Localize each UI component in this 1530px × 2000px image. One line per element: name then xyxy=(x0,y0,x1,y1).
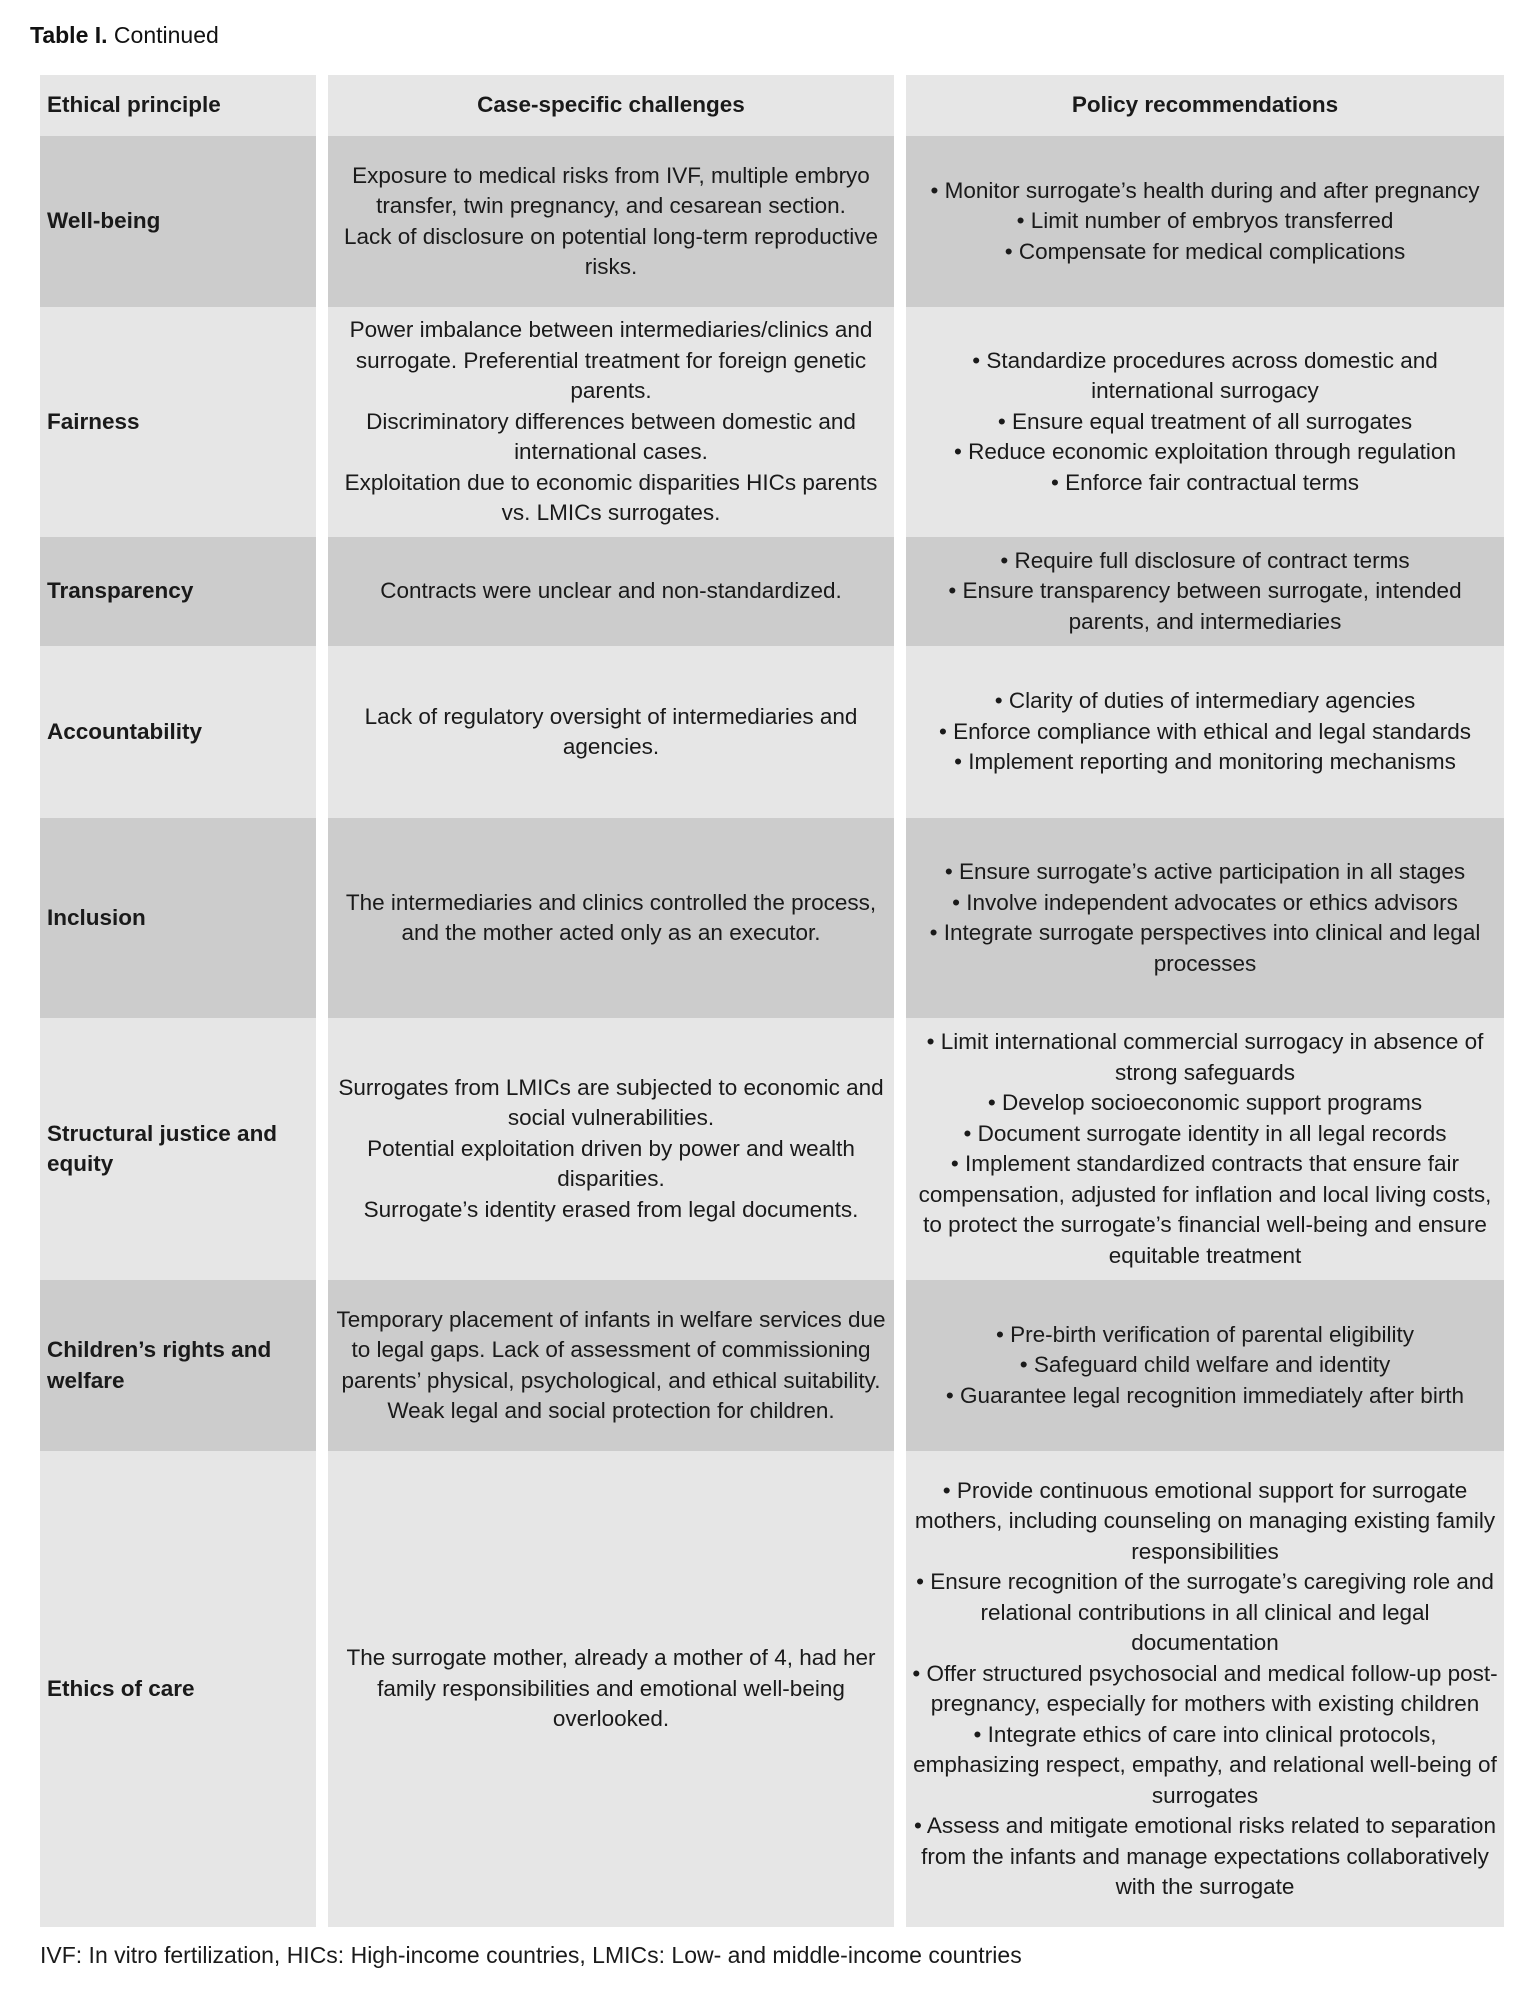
challenge-text: The surrogate mother, already a mother of 4, had her family responsibilities and emotional well-being overlooked. xyxy=(346,1645,876,1732)
recommendation-item: • Ensure recognition of the surrogate’s caregiving role and relational contributions in all clinical and legal documentation xyxy=(916,1569,1494,1655)
recommendation-item: • Standardize procedures across domestic and international surrogacy xyxy=(972,347,1438,404)
challenges-cell xyxy=(328,136,894,307)
recommendation-item: • Compensate for medical complications xyxy=(1004,238,1406,264)
recommendations-cell xyxy=(906,1451,1504,1927)
challenges-cell xyxy=(328,1018,894,1280)
ethical-principle-text: Fairness xyxy=(47,408,140,434)
challenges-cell xyxy=(328,1280,894,1451)
ethical-principle-cell xyxy=(40,818,316,1018)
recommendations-cell xyxy=(906,818,1504,1018)
recommendations-cell xyxy=(906,646,1504,818)
recommendation-item: • Pre-birth verification of parental eligibility xyxy=(995,1321,1415,1347)
recommendations-cell xyxy=(906,136,1504,307)
recommendation-item: • Document surrogate identity in all legal records xyxy=(963,1120,1447,1146)
ethical-principle-text: Ethics of care xyxy=(47,1675,195,1701)
ethical-principle-cell xyxy=(40,646,316,818)
recommendation-item: • Guarantee legal recognition immediately after birth xyxy=(945,1382,1465,1408)
challenge-text: Lack of disclosure on potential long-term reproductive risks. xyxy=(343,223,879,279)
challenge-text: Exposure to medical risks from IVF, multiple embryo transfer, twin pregnancy, and cesarean section. xyxy=(352,162,870,218)
challenge-text: Contracts were unclear and non-standardized. xyxy=(380,578,842,604)
table-row-well-being xyxy=(40,136,1504,307)
ethical-principle-cell xyxy=(40,136,316,307)
ethical-principle-text: Accountability xyxy=(47,718,203,744)
ethics-table xyxy=(40,75,1504,1927)
table-row-structural-justice xyxy=(40,1018,1504,1280)
challenge-text: Potential exploitation driven by power and wealth disparities. xyxy=(367,1135,855,1192)
challenge-text: Surrogates from LMICs are subjected to economic and social vulnerabilities. xyxy=(338,1074,884,1131)
challenge-text: Power imbalance between intermediaries/clinics and surrogate. Preferential treatment for foreign genetic parents. xyxy=(349,317,873,404)
recommendation-item: • Ensure transparency between surrogate, intended parents, and intermediaries xyxy=(948,578,1462,634)
ethical-principle-cell xyxy=(40,307,316,537)
recommendation-item: • Enforce compliance with ethical and legal standards xyxy=(939,718,1471,744)
recommendations-cell xyxy=(906,537,1504,646)
ethical-principle-text: Inclusion xyxy=(47,904,146,930)
challenge-text: Surrogate’s identity erased from legal documents. xyxy=(363,1196,859,1222)
challenge-text: Weak legal and social protection for children. xyxy=(387,1398,835,1423)
recommendation-item: • Require full disclosure of contract terms xyxy=(1000,547,1410,573)
recommendation-item: • Implement reporting and monitoring mechanisms xyxy=(954,749,1456,775)
table-row-accountability xyxy=(40,646,1504,818)
recommendation-item: • Limit international commercial surrogacy in absence of strong safeguards xyxy=(926,1029,1484,1085)
recommendation-item: • Monitor surrogate’s health during and after pregnancy xyxy=(930,177,1480,203)
challenges-cell xyxy=(328,1451,894,1927)
ethical-principle-cell xyxy=(40,1280,316,1451)
recommendation-item: • Provide continuous emotional support for surrogate mothers, including counseling on managing existing family responsibilities xyxy=(914,1477,1496,1564)
ethical-principle-cell xyxy=(40,1018,316,1280)
recommendations-cell xyxy=(906,307,1504,537)
header-policy-recommendations: Policy recommendations xyxy=(906,75,1504,136)
table-footnote: IVF: In vitro fertilization, HICs: High-income countries, LMICs: Low- and middle-income countries xyxy=(40,1942,1022,1968)
table-row-inclusion xyxy=(40,818,1504,1018)
challenge-text: Exploitation due to economic disparities HICs parents vs. LMICs surrogates. xyxy=(344,469,878,526)
recommendation-item: • Involve independent advocates or ethics advisors xyxy=(952,889,1458,915)
challenges-cell xyxy=(328,818,894,1018)
recommendation-item: • Ensure equal treatment of all surrogates xyxy=(997,408,1413,434)
recommendation-item: • Integrate surrogate perspectives into clinical and legal processes xyxy=(929,920,1481,976)
recommendations-cell xyxy=(906,1280,1504,1451)
recommendation-item: • Offer structured psychosocial and medical follow-up post-pregnancy, especially for mothers with existing children xyxy=(912,1660,1498,1716)
header-case-specific-challenges: Case-specific challenges xyxy=(328,75,894,136)
table-caption-text: Continued xyxy=(107,22,219,48)
ethical-principle-text: Structural justice and equity xyxy=(47,1120,278,1176)
ethical-principle-cell xyxy=(40,537,316,646)
recommendation-item: • Develop socioeconomic support programs xyxy=(987,1090,1423,1115)
recommendation-item: • Reduce economic exploitation through regulation xyxy=(954,439,1456,465)
table-label: Table I. xyxy=(30,22,108,48)
table-caption xyxy=(30,20,219,50)
challenge-text: The intermediaries and clinics controlled the process, and the mother acted only as an executor. xyxy=(345,889,877,945)
challenges-cell xyxy=(328,307,894,537)
recommendation-item: • Safeguard child welfare and identity xyxy=(1019,1352,1391,1378)
header-ethical-principle: Ethical principle xyxy=(40,75,316,136)
ethical-principle-text: Well-being xyxy=(47,208,161,234)
challenges-cell xyxy=(328,646,894,818)
table-row-childrens-rights xyxy=(40,1280,1504,1451)
recommendation-item: • Clarity of duties of intermediary agencies xyxy=(994,688,1416,714)
table-row-ethics-of-care xyxy=(40,1451,1504,1927)
recommendation-item: • Implement standardized contracts that ensure fair compensation, adjusted for inflation and local living costs, to protect the surrogate’s financial well-being and ensure equitable treatment xyxy=(918,1151,1492,1268)
ethical-principle-text: Transparency xyxy=(47,578,194,604)
recommendation-item: • Limit number of embryos transferred xyxy=(1016,208,1394,234)
table-body xyxy=(40,136,1504,1927)
ethical-principle-text: Children’s rights and welfare xyxy=(47,1337,272,1393)
recommendations-cell xyxy=(906,1018,1504,1280)
recommendation-item: • Ensure surrogate’s active participation in all stages xyxy=(944,859,1466,884)
table-row-fairness xyxy=(40,307,1504,537)
challenge-text: Temporary placement of infants in welfare services due to legal gaps. Lack of assessment of commissioning parents’ physical, psychological, and ethical suitability. xyxy=(336,1306,886,1393)
recommendation-item: • Enforce fair contractual terms xyxy=(1051,469,1359,495)
challenges-cell xyxy=(328,537,894,646)
challenge-text: Discriminatory differences between domestic and international cases. xyxy=(366,408,856,465)
table-header-row xyxy=(40,75,1504,136)
table-row-transparency xyxy=(40,537,1504,646)
recommendation-item: • Assess and mitigate emotional risks related to separation from the infants and manage expectations collaboratively with the surrogate xyxy=(914,1813,1496,1899)
challenge-text: Lack of regulatory oversight of intermediaries and agencies. xyxy=(364,703,858,759)
ethical-principle-cell xyxy=(40,1451,316,1927)
recommendation-item: • Integrate ethics of care into clinical protocols, emphasizing respect, empathy, and relational well-being of surrogates xyxy=(913,1721,1497,1808)
